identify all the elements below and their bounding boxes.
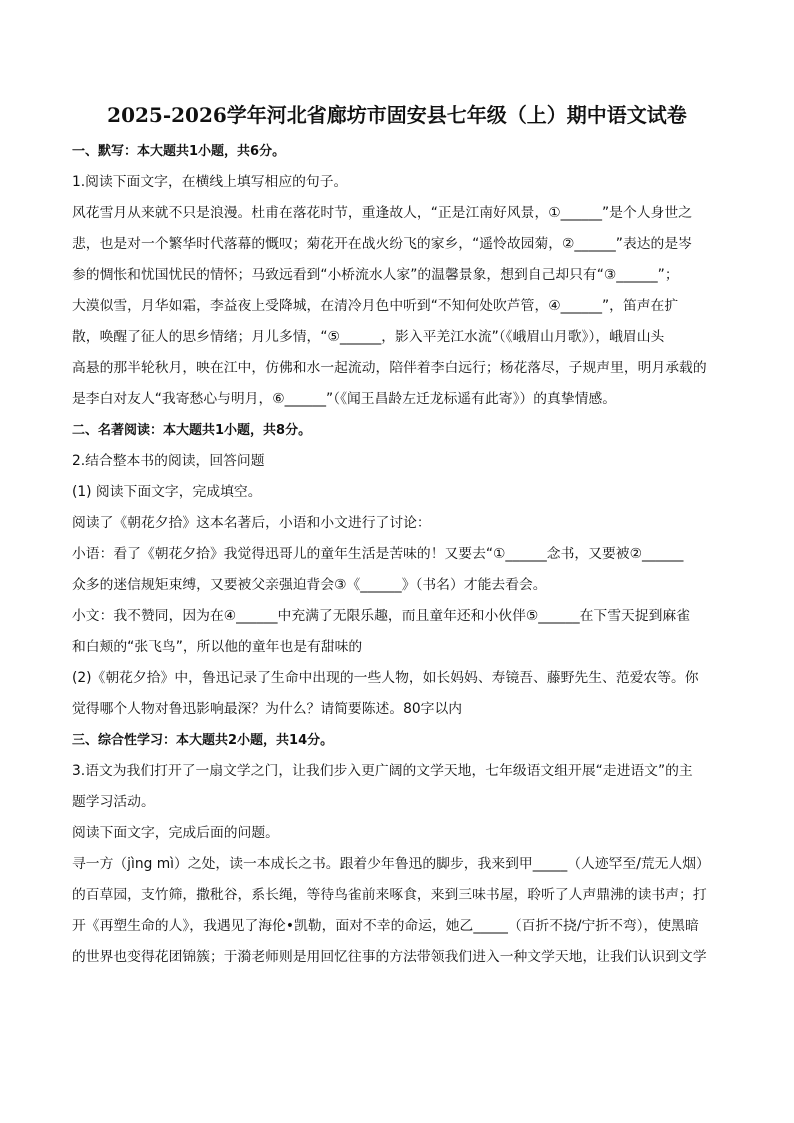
paragraph-line: 小文：我不赞同，因为在④______中充满了无限乐趣，而且童年还和小伙伴⑤______在下雪天捉到麻雀 [72,608,691,624]
paragraph-line: 散，唤醒了征人的思乡情绪；月儿多情，“⑤______，影入平羌江水流”（《峨眉山月歌》），峨眉山头 [72,329,665,345]
paragraph [72,849,722,973]
exam-content [72,136,722,973]
section-heading: 三、综合性学习：本大题共2小题，共14分。 [72,733,334,748]
paragraph-line: (2)《朝花夕拾》中，鲁迅记录了生命中出现的一些人物，如长妈妈、寿镜吾、藤野先生、范爱农等。你 [72,670,699,686]
paragraph [72,539,722,601]
paragraph-line: 风花雪月从来就不只是浪漫。杜甫在落花时节，重逢故人，“正是江南好风景，①______”是个人身世之 [72,205,692,221]
paragraph-line: 大漠似雪，月华如霜，李益夜上受降城，在清冷月色中听到“不知何处吹芦管，④______”，笛声在扩 [72,298,679,314]
paragraph [72,756,722,818]
paragraph-line: 和白颊的“张飞鸟”，所以他的童年也是有甜味的 [72,639,363,655]
paragraph-line: 悲，也是对一个繁华时代落幕的慨叹；菊花开在战火纷飞的家乡，“遥怜故园菊，②______”表达的是岑 [72,236,692,252]
paragraph-line: 的世界也变得花团锦簇；于漪老师则是用回忆往事的方法带领我们进入一种文学天地，让我们认识到文学 [72,949,707,965]
paragraph-line: 1.阅读下面文字，在横线上填写相应的句子。 [72,174,348,190]
paragraph [72,663,722,725]
section-heading: 一、默写：本大题共1小题，共6分。 [72,144,286,159]
paragraph [72,446,722,477]
paragraph-line: 是李白对友人“我寄愁心与明月，⑥______”（《闻王昌龄左迁龙标遥有此寄》）的真挚情感。 [72,391,617,407]
paragraph-line: 题学习活动。 [72,794,155,810]
paragraph-line: (1) 阅读下面文字，完成填空。 [72,484,262,500]
paragraph-line: 的百草园，支竹筛，撒秕谷，系长绳，等待鸟雀前来啄食，来到三味书屋，聆听了人声鼎沸的读书声；打 [72,887,707,903]
paragraph-line: 觉得哪个人物对鲁迅影响最深？为什么？请简要陈述。80字以内 [72,701,463,717]
paragraph [72,601,722,663]
paragraph [72,477,722,508]
paragraph-line: 阅读了《朝花夕拾》这本名著后，小语和小文进行了讨论： [72,515,431,531]
paragraph-line: 2.结合整本书的阅读，回答问题 [72,453,265,469]
paragraph-line: 阅读下面文字，完成后面的问题。 [72,825,279,841]
paragraph-line: 高悬的那半轮秋月，映在江中，仿佛和水一起流动，陪伴着李白远行；杨花落尽，子规声里，明月承载的 [72,360,707,376]
paragraph-line: 小语：看了《朝花夕拾》我觉得迅哥儿的童年生活是苦味的！又要去“①______念书，又要被②______ [72,546,684,562]
section-heading: 二、名著阅读：本大题共1小题，共8分。 [72,423,312,438]
paragraph-line: 3.语文为我们打开了一扇文学之门，让我们步入更广阔的文学天地，七年级语文组开展“走进语文”的主 [72,763,693,779]
paragraph [72,818,722,849]
paragraph [72,167,722,198]
paragraph [72,508,722,539]
paragraph [72,198,722,415]
paragraph-line: 众多的迷信规矩束缚，又要被父亲强迫背会③《______》（书名）才能去看会。 [72,577,547,593]
paragraph-line: 寻一方（jìng mì）之处，读一本成长之书。跟着少年鲁迅的脚步，我来到甲_____（人迹罕至/荒无人烟） [72,856,710,872]
paragraph-line: 开《再塑生命的人》，我遇见了海伦•凯勒，面对不幸的命运，她乙_____（百折不挠/宁折不弯），使黑暗 [72,918,699,934]
exam-title: 2025-2026学年河北省廊坊市固安县七年级（上）期中语文试卷 [107,103,687,127]
paragraph-line: 参的惆怅和忧国忧民的情怀；马致远看到“小桥流水人家”的温馨景象，想到自己却只有“③______”； [72,267,679,283]
